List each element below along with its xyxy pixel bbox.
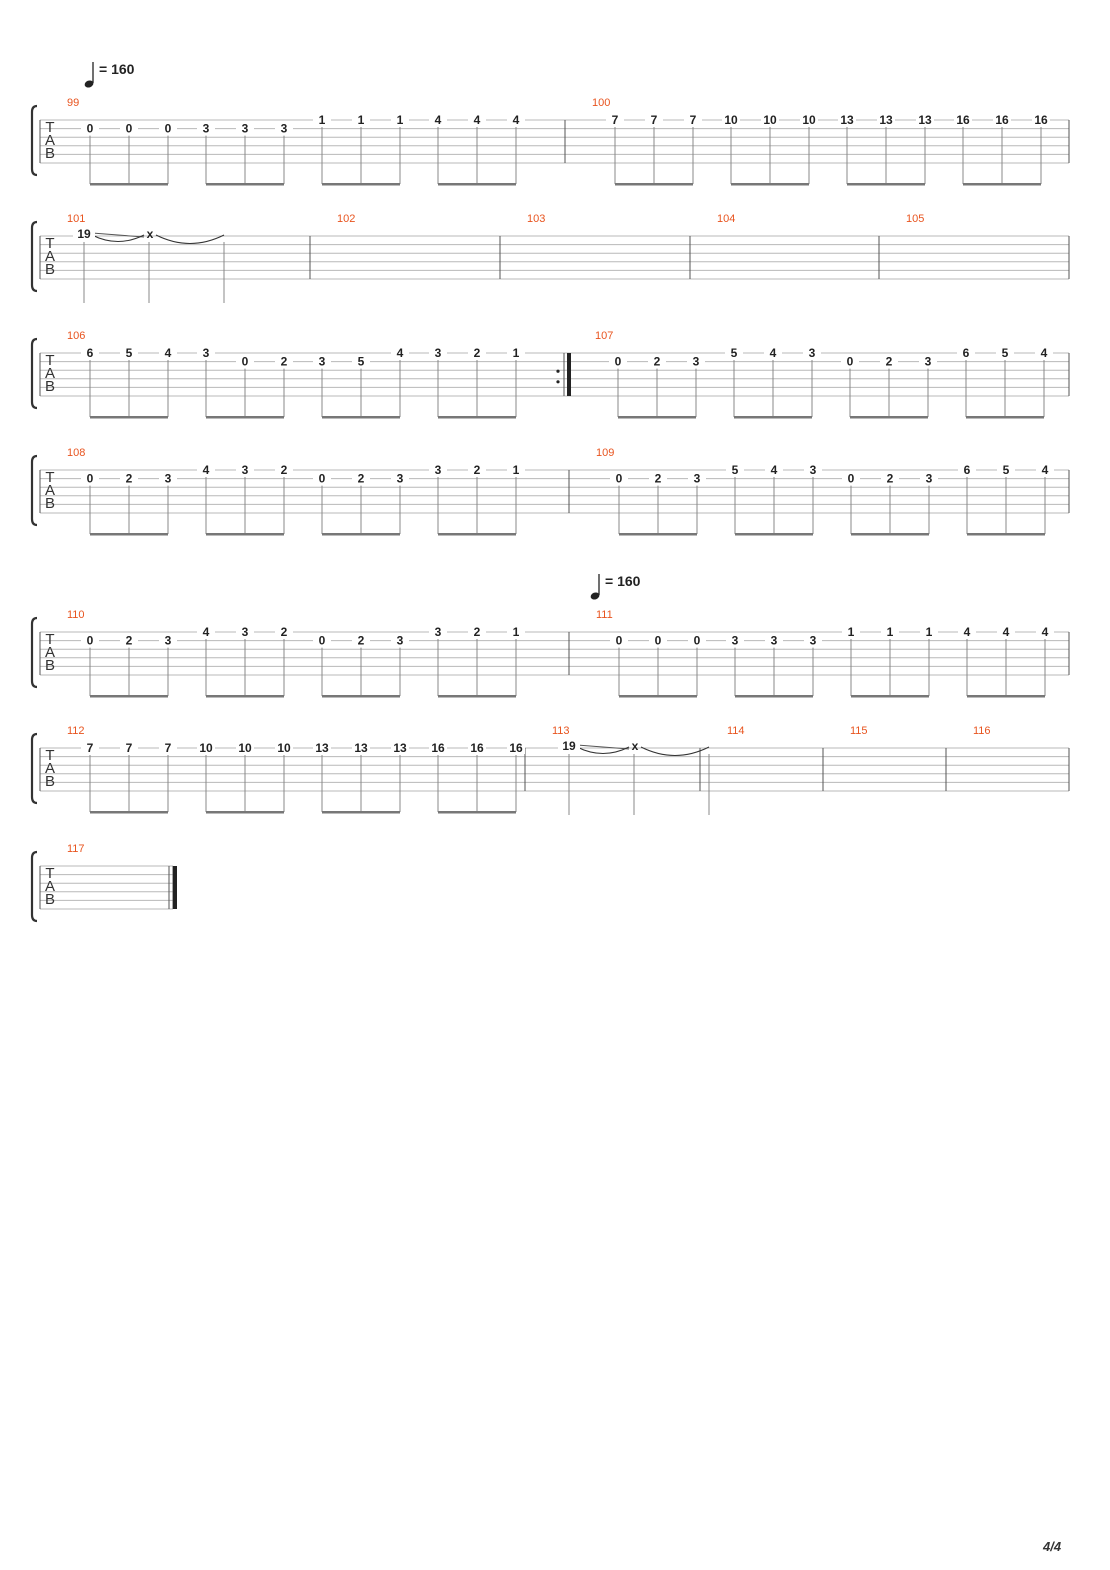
fret-number: 4 <box>202 625 210 639</box>
beam <box>735 533 813 536</box>
dead-note-mark: x <box>631 739 639 753</box>
fret-number: 7 <box>125 741 133 755</box>
beam-group <box>197 625 293 698</box>
tempo-marking <box>84 61 135 89</box>
measure-number: 113 <box>552 725 570 737</box>
system-2 <box>32 213 1069 303</box>
beam-group <box>429 463 525 536</box>
fret-number: 5 <box>731 463 739 477</box>
beam-group <box>726 634 822 698</box>
beam-group <box>725 346 821 419</box>
beam <box>619 695 697 698</box>
tab-clef-letter: A <box>44 878 56 895</box>
tab-clef-letter: A <box>44 365 56 382</box>
fret-number: 13 <box>879 113 893 127</box>
fret-number: 4 <box>770 463 778 477</box>
fret-number: 4 <box>1041 625 1049 639</box>
fret-number: 4 <box>1002 625 1010 639</box>
beam-group <box>957 346 1053 419</box>
fret-number: 4 <box>769 346 777 360</box>
beam <box>438 533 516 536</box>
fret-number: 3 <box>318 354 326 369</box>
beam <box>851 695 929 698</box>
slide-gesture <box>73 227 224 303</box>
measure-114 <box>727 725 745 737</box>
fret-number: 7 <box>650 113 658 127</box>
beam-group <box>313 634 409 698</box>
beam-group <box>81 472 177 536</box>
system-6 <box>32 725 1069 815</box>
beam-group <box>81 122 177 186</box>
beam-group <box>313 113 409 186</box>
fret-number: 2 <box>280 625 288 639</box>
fret-number: 10 <box>199 741 213 755</box>
beam-group <box>722 113 818 186</box>
fret-number: 3 <box>241 463 249 477</box>
beam <box>90 811 168 814</box>
fret-number: 3 <box>434 625 442 639</box>
measure-number: 100 <box>592 97 611 109</box>
beam <box>967 533 1045 536</box>
fret-number: 0 <box>615 471 623 486</box>
fret-number: 4 <box>473 113 481 127</box>
fret-number: 5 <box>125 346 133 360</box>
tab-clef-letter: A <box>44 132 56 149</box>
beam-group <box>313 346 409 419</box>
fret-number: 4 <box>512 113 520 127</box>
fret-number: 13 <box>393 741 407 755</box>
system-bracket <box>32 734 37 803</box>
fret-number: 16 <box>470 741 484 755</box>
system-3 <box>32 330 1069 419</box>
fret-number: 7 <box>611 113 619 127</box>
tab-clef-letter: A <box>44 248 56 265</box>
beam <box>322 695 400 698</box>
beam-group <box>429 113 525 186</box>
fret-number: 2 <box>885 354 893 369</box>
fret-number: 13 <box>918 113 932 127</box>
measure-99 <box>67 97 525 186</box>
fret-number: 4 <box>963 625 971 639</box>
beam <box>90 183 168 186</box>
fret-number: 3 <box>809 633 817 648</box>
fret-number: 2 <box>473 346 481 360</box>
beam-group <box>610 634 706 698</box>
fret-number: 7 <box>689 113 697 127</box>
measure-106 <box>67 330 571 419</box>
fret-number: 10 <box>238 741 252 755</box>
tab-clef-letter: T <box>45 469 55 486</box>
fret-number: 13 <box>354 741 368 755</box>
fret-number: 19 <box>562 739 576 753</box>
tab-clef-letter: B <box>44 145 56 162</box>
fret-number: 1 <box>512 346 520 360</box>
measure-number: 115 <box>850 725 868 737</box>
beam <box>615 183 693 186</box>
beam-group <box>842 472 938 536</box>
beam <box>966 416 1044 419</box>
beam <box>734 416 812 419</box>
tab-clef-letter: B <box>44 891 56 908</box>
fret-number: 10 <box>724 113 738 127</box>
beam-group <box>838 113 934 186</box>
system-5 <box>32 609 1069 698</box>
system-4 <box>32 447 1069 536</box>
system-1 <box>32 97 1069 186</box>
measure-108 <box>67 447 525 536</box>
fret-number: 10 <box>802 113 816 127</box>
fret-number: 0 <box>846 354 854 369</box>
beam <box>618 416 696 419</box>
beam <box>438 811 516 814</box>
fret-number: 2 <box>125 633 133 648</box>
fret-number: 0 <box>318 471 326 486</box>
fret-number: 2 <box>280 463 288 477</box>
measure-105 <box>906 213 924 225</box>
system-bracket <box>32 852 37 921</box>
beam <box>967 695 1045 698</box>
fret-number: 3 <box>241 625 249 639</box>
fret-number: 1 <box>886 625 894 639</box>
fret-number: 3 <box>396 471 404 486</box>
fret-number: 2 <box>280 354 288 369</box>
fret-number: 4 <box>1041 463 1049 477</box>
tab-clef-letter: T <box>45 631 55 648</box>
fret-number: 3 <box>164 471 172 486</box>
measure-number: 101 <box>67 213 86 225</box>
fret-number: 3 <box>809 463 817 477</box>
fret-number: 10 <box>277 741 291 755</box>
fret-number: 3 <box>396 633 404 648</box>
tab-clef-letter: T <box>45 747 55 764</box>
measure-number: 108 <box>67 447 86 459</box>
beam <box>206 183 284 186</box>
fret-number: 3 <box>280 121 288 136</box>
slide-gesture <box>558 739 709 815</box>
measure-number: 109 <box>596 447 615 459</box>
fret-number: 3 <box>202 121 210 136</box>
repeat-dot <box>556 370 559 373</box>
fret-number: 6 <box>962 346 970 360</box>
beam <box>322 811 400 814</box>
dead-note-mark: x <box>146 227 154 241</box>
measure-number: 112 <box>67 725 85 737</box>
measure-103 <box>527 213 545 225</box>
system-bracket <box>32 339 37 408</box>
measure-100 <box>592 97 1050 186</box>
beam-group <box>958 625 1054 698</box>
fret-number: 1 <box>396 113 404 127</box>
system-bracket <box>32 456 37 525</box>
fret-number: 3 <box>924 354 932 369</box>
beam <box>322 533 400 536</box>
measure-number: 111 <box>596 609 613 621</box>
measure-number: 114 <box>727 725 745 737</box>
beam-group <box>726 463 822 536</box>
fret-number: 1 <box>357 113 365 127</box>
fret-number: 7 <box>164 741 172 755</box>
beam-group <box>81 634 177 698</box>
fret-number: 0 <box>847 471 855 486</box>
fret-number: 16 <box>995 113 1009 127</box>
tab-clef-letter: B <box>44 657 56 674</box>
beam <box>619 533 697 536</box>
measure-110 <box>67 609 525 698</box>
beam <box>847 183 925 186</box>
beam <box>322 416 400 419</box>
fret-number: 5 <box>730 346 738 360</box>
page-number: 4/4 <box>1043 1539 1062 1554</box>
system-bracket <box>32 106 37 175</box>
measure-number: 106 <box>67 330 86 342</box>
fret-number: 1 <box>925 625 933 639</box>
fret-number: 4 <box>164 346 172 360</box>
beam <box>851 533 929 536</box>
measure-111 <box>596 609 1054 698</box>
beam <box>90 533 168 536</box>
beam <box>735 695 813 698</box>
fret-number: 5 <box>357 354 365 369</box>
beam <box>206 811 284 814</box>
fret-number: 3 <box>241 121 249 136</box>
fret-number: 2 <box>357 471 365 486</box>
beam-group <box>958 463 1054 536</box>
final-thick-barline <box>173 866 177 909</box>
fret-number: 0 <box>86 471 94 486</box>
beam <box>206 533 284 536</box>
fret-number: 16 <box>509 741 523 755</box>
beam <box>206 416 284 419</box>
beam-group <box>197 122 293 186</box>
fret-number: 5 <box>1001 346 1009 360</box>
measure-101 <box>67 213 224 303</box>
fret-number: 3 <box>202 346 210 360</box>
measure-115 <box>850 725 868 737</box>
fret-number: 6 <box>963 463 971 477</box>
beam-group <box>81 741 177 814</box>
beam-group <box>81 346 177 419</box>
fret-number: 3 <box>692 354 700 369</box>
fret-number: 4 <box>396 346 404 360</box>
beam-group <box>610 472 706 536</box>
beam-group <box>429 741 525 814</box>
beam-group <box>429 625 525 698</box>
fret-number: 2 <box>473 625 481 639</box>
fret-number: 2 <box>125 471 133 486</box>
tab-clef-letter: A <box>44 760 56 777</box>
fret-number: 0 <box>654 633 662 648</box>
tab-clef-letter: A <box>44 482 56 499</box>
repeat-dot <box>556 380 559 383</box>
fret-number: 0 <box>241 354 249 369</box>
measure-number: 103 <box>527 213 546 225</box>
beam-group <box>429 346 525 419</box>
measure-113 <box>552 725 709 815</box>
fret-number: 16 <box>431 741 445 755</box>
beam-group <box>313 741 409 814</box>
fret-number: 2 <box>473 463 481 477</box>
fret-number: 3 <box>164 633 172 648</box>
beam-group <box>606 113 702 186</box>
tab-clef-letter: B <box>44 773 56 790</box>
fret-number: 3 <box>434 346 442 360</box>
fret-number: 0 <box>125 121 133 136</box>
measure-number: 99 <box>67 97 80 109</box>
beam <box>438 695 516 698</box>
fret-number: 10 <box>763 113 777 127</box>
fret-number: 4 <box>1040 346 1048 360</box>
measure-104 <box>717 213 735 225</box>
beam <box>90 416 168 419</box>
measure-number: 107 <box>595 330 614 342</box>
measure-number: 102 <box>337 213 356 225</box>
tab-clef-letter: T <box>45 865 55 882</box>
tempo-value: = 160 <box>605 573 641 589</box>
fret-number: 4 <box>434 113 442 127</box>
fret-number: 0 <box>86 121 94 136</box>
beam <box>438 416 516 419</box>
measure-116 <box>973 725 991 737</box>
measure-number: 104 <box>717 213 736 225</box>
fret-number: 0 <box>693 633 701 648</box>
fret-number: 3 <box>808 346 816 360</box>
beam <box>438 183 516 186</box>
fret-number: 3 <box>693 471 701 486</box>
beam <box>963 183 1041 186</box>
fret-number: 1 <box>512 625 520 639</box>
fret-number: 0 <box>615 633 623 648</box>
repeat-thick-barline <box>567 353 571 396</box>
fret-number: 13 <box>315 741 329 755</box>
beam <box>206 695 284 698</box>
fret-number: 16 <box>1034 113 1048 127</box>
tab-clef-letter: B <box>44 495 56 512</box>
beam-group <box>609 355 705 419</box>
measure-number: 105 <box>906 213 925 225</box>
fret-number: 2 <box>357 633 365 648</box>
fret-number: 0 <box>86 633 94 648</box>
beam <box>322 183 400 186</box>
fret-number: 2 <box>654 471 662 486</box>
fret-number: 1 <box>847 625 855 639</box>
fret-number: 19 <box>77 227 91 241</box>
beam-group <box>197 741 293 814</box>
measure-112 <box>67 725 525 814</box>
fret-number: 5 <box>1002 463 1010 477</box>
beam-group <box>197 463 293 536</box>
fret-number: 0 <box>614 354 622 369</box>
beam-group <box>954 113 1050 186</box>
measure-109 <box>596 447 1054 536</box>
measure-number: 116 <box>973 725 991 737</box>
beam-group <box>841 355 937 419</box>
fret-number: 6 <box>86 346 94 360</box>
fret-number: 16 <box>956 113 970 127</box>
fret-number: 13 <box>840 113 854 127</box>
beam-group <box>197 346 293 419</box>
tempo-value: = 160 <box>99 61 135 77</box>
tab-clef-letter: T <box>45 235 55 252</box>
measure-117 <box>67 843 177 909</box>
tab-clef-letter: B <box>44 378 56 395</box>
fret-number: 2 <box>653 354 661 369</box>
tab-clef-letter: B <box>44 261 56 278</box>
system-bracket <box>32 222 37 291</box>
measure-102 <box>337 213 355 225</box>
beam-group <box>842 625 938 698</box>
fret-number: 7 <box>86 741 94 755</box>
measure-number: 117 <box>67 843 85 855</box>
system-bracket <box>32 618 37 687</box>
tab-clef-letter: T <box>45 119 55 136</box>
fret-number: 3 <box>434 463 442 477</box>
fret-number: 3 <box>925 471 933 486</box>
tab-clef-letter: T <box>45 352 55 369</box>
fret-number: 1 <box>512 463 520 477</box>
beam <box>90 695 168 698</box>
measure-107 <box>595 330 1053 419</box>
fret-number: 0 <box>164 121 172 136</box>
fret-number: 4 <box>202 463 210 477</box>
fret-number: 2 <box>886 471 894 486</box>
fret-number: 3 <box>731 633 739 648</box>
beam <box>850 416 928 419</box>
system-7 <box>32 843 177 921</box>
fret-number: 3 <box>770 633 778 648</box>
tab-clef-letter: A <box>44 644 56 661</box>
tempo-marking <box>590 573 641 601</box>
beam <box>731 183 809 186</box>
fret-number: 1 <box>318 113 326 127</box>
measure-number: 110 <box>67 609 85 621</box>
beam-group <box>313 472 409 536</box>
fret-number: 0 <box>318 633 326 648</box>
